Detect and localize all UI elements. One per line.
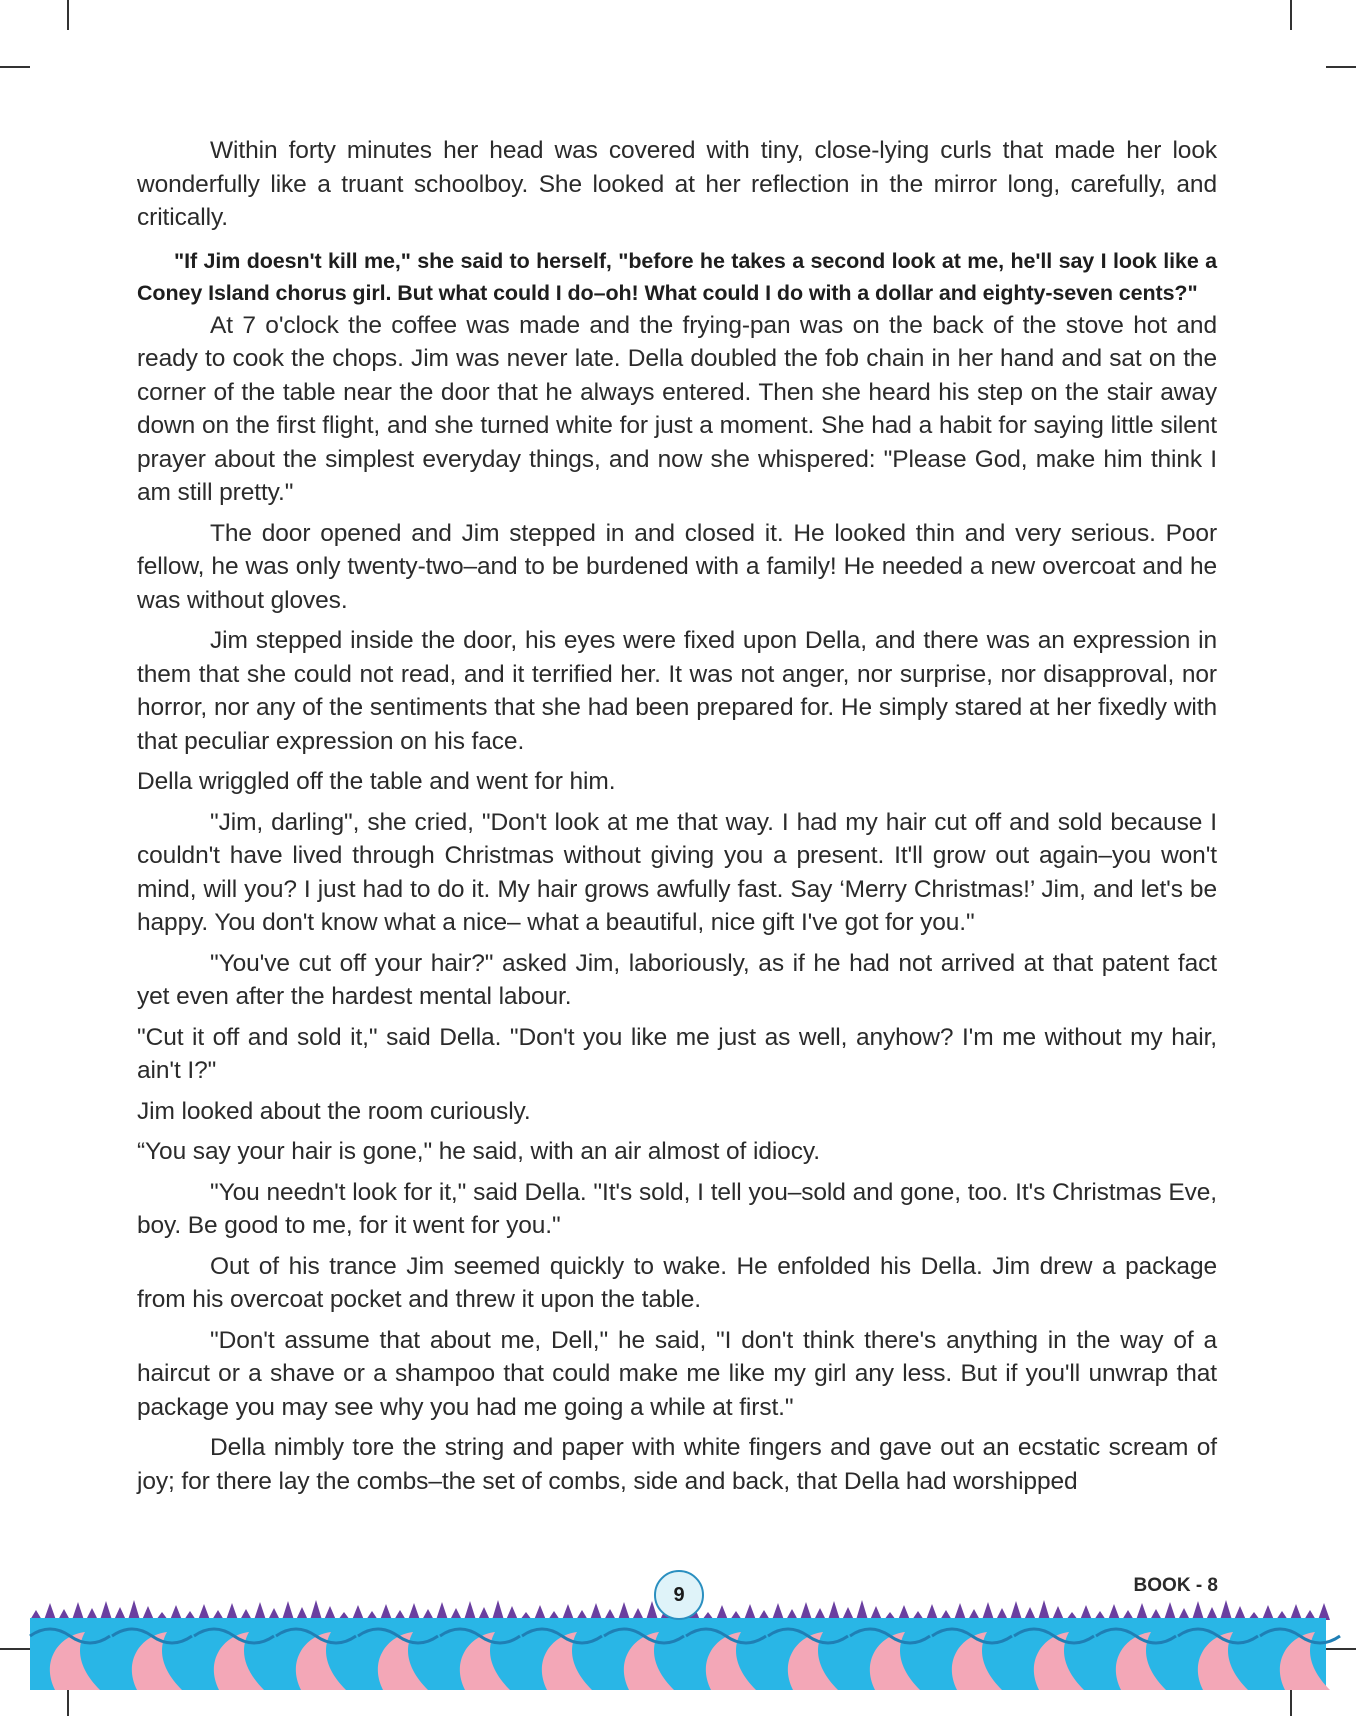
tree-shape (800, 1602, 812, 1620)
crop-mark-top-left-v (67, 0, 69, 30)
tree-shape (408, 1603, 420, 1620)
crop-mark-top-right-v (1290, 0, 1292, 30)
tree-shape (1234, 1606, 1246, 1620)
paragraph: Jim stepped inside the door, his eyes were fixed upon Della, and there was an expression in them that she could not read, and it terrified her. It was not anger, nor surprise, nor disapproval, nor horror, nor any of the sentiments that she had been prepared for. He simply stared at her fixedly with that peculiar expression on his face. (137, 627, 1217, 755)
tree-shape (618, 1602, 630, 1620)
tree-shape (590, 1603, 602, 1620)
paragraph: "Cut it off and sold it," said Della. "Don't you like me just as well, anyhow? I'm me without my hair, ain't I?" (137, 1023, 1217, 1084)
tree-shape (926, 1604, 938, 1620)
paragraph: Within forty minutes her head was covered with tiny, close-lying curls that made her look wonderfully like a truant schoolboy. She looked at her reflection in the mirror long, carefully, and critically. (137, 137, 1217, 231)
tree-shape (464, 1601, 476, 1620)
page-number: 9 (654, 1570, 704, 1620)
tree-shape (72, 1602, 84, 1620)
tree-shape (1262, 1605, 1274, 1620)
tree-shape (492, 1600, 504, 1620)
tree-shape (436, 1602, 448, 1620)
tree-shape (1052, 1606, 1064, 1620)
story-text (137, 134, 1217, 1505)
tree-shape (170, 1605, 182, 1620)
tree-shape (898, 1605, 910, 1620)
crop-mark-top-left-h (0, 66, 30, 68)
tree-shape (352, 1605, 364, 1620)
tree-shape (534, 1605, 546, 1620)
tree-shape (1136, 1603, 1148, 1620)
tree-shape (1318, 1603, 1330, 1620)
tree-shape (1010, 1601, 1022, 1620)
book-label: BOOK - 8 (1133, 1575, 1218, 1596)
tree-shape (100, 1601, 112, 1620)
paragraph: The door opened and Jim stepped in and closed it. He looked thin and very serious. Poor fellow, he was only twenty-two–and to be burdened with a family! He needed a new overcoat and he was without gloves. (137, 519, 1217, 614)
tree-shape (954, 1603, 966, 1620)
paragraph: "You've cut off your hair?" asked Jim, laboriously, as if he had not arrived at that patent fact yet even after the hardest mental labour. (137, 949, 1217, 1010)
tree-shape (1164, 1602, 1176, 1620)
paragraph: Jim looked about the room curiously. (137, 1097, 531, 1125)
tree-shape (142, 1606, 154, 1620)
tree-shape (1220, 1600, 1232, 1620)
tree-shape (226, 1603, 238, 1620)
paragraph: “You say your hair is gone," he said, with an air almost of idiocy. (137, 1138, 820, 1165)
tree-shape (772, 1603, 784, 1620)
paragraph: Della wriggled off the table and went for him. (137, 768, 616, 795)
crop-mark-bottom-right-v (1290, 1686, 1292, 1716)
tree-shape (380, 1604, 392, 1620)
tree-shape (1290, 1604, 1302, 1620)
tree-shape (982, 1602, 994, 1620)
tree-shape (310, 1600, 322, 1620)
paragraph: "If Jim doesn't kill me," she said to herself, "before he takes a second look at me, he'll say I look like a Coney Island chorus girl. But what could I do–oh! What could I do with a dollar and eighty-seven cents?" (137, 248, 1217, 305)
paragraph: "Don't assume that about me, Dell," he said, "I don't think there's anything in the way of a haircut or a shave or a shampoo that could make me like my girl any less. But if you'll unwrap that package you may see why you had me going a while at first." (137, 1326, 1217, 1421)
paragraph: Out of his trance Jim seemed quickly to wake. He enfolded his Della. Jim drew a package from his overcoat pocket and threw it upon the table. (137, 1252, 1217, 1313)
tree-shape (254, 1602, 266, 1620)
tree-shape (128, 1600, 140, 1620)
tree-shape (1192, 1601, 1204, 1620)
tree-shape (198, 1604, 210, 1620)
tree-shape (1080, 1605, 1092, 1620)
tree-shape (282, 1601, 294, 1620)
paragraph: At 7 o'clock the coffee was made and the frying-pan was on the back of the stove hot and ready to cook the chops. Jim was never late. Della doubled the fob chain in her hand and sat on the corner of the table near the door that he always entered. Then she heard his step on the stair away down on the first flight, and she turned white for just a moment. She had a habit for saying little silent prayer about the simplest everyday things, and now she whispered: "Please God, make him think I am still pretty." (137, 311, 1217, 506)
paragraph: "You needn't look for it," said Della. "It's sold, I tell you–sold and gone, too. It's Christmas Eve, boy. Be good to me, for it went for you." (137, 1178, 1217, 1239)
tree-shape (716, 1605, 728, 1620)
tree-shape (44, 1603, 56, 1620)
tree-shape (856, 1600, 868, 1620)
paragraph: "Jim, darling", she cried, "Don't look at me that way. I had my hair cut off and sold because I couldn't have lived through Christmas without giving you a present. It'll grow out again–you won't mind, will you? I just had to do it. My hair grows awfully fast. Say ‘Merry Christmas!’ Jim, and let's be happy. You don't know what a nice– what a beautiful, nice gift I've got for you." (137, 808, 1217, 936)
tree-shape (828, 1601, 840, 1620)
paragraph: Della nimbly tore the string and paper with white fingers and gave out an ecstatic scream of joy; for there lay the combs–the set of combs, side and back, that Della had worshipped (137, 1434, 1217, 1495)
tree-shape (324, 1606, 336, 1620)
tree-shape (870, 1606, 882, 1620)
tree-shape (506, 1606, 518, 1620)
crop-mark-top-right-h (1326, 66, 1356, 68)
tree-shape (1108, 1604, 1120, 1620)
tree-shape (744, 1604, 756, 1620)
crop-mark-bottom-left-v (67, 1686, 69, 1716)
tree-shape (562, 1604, 574, 1620)
tree-shape (1038, 1600, 1050, 1620)
